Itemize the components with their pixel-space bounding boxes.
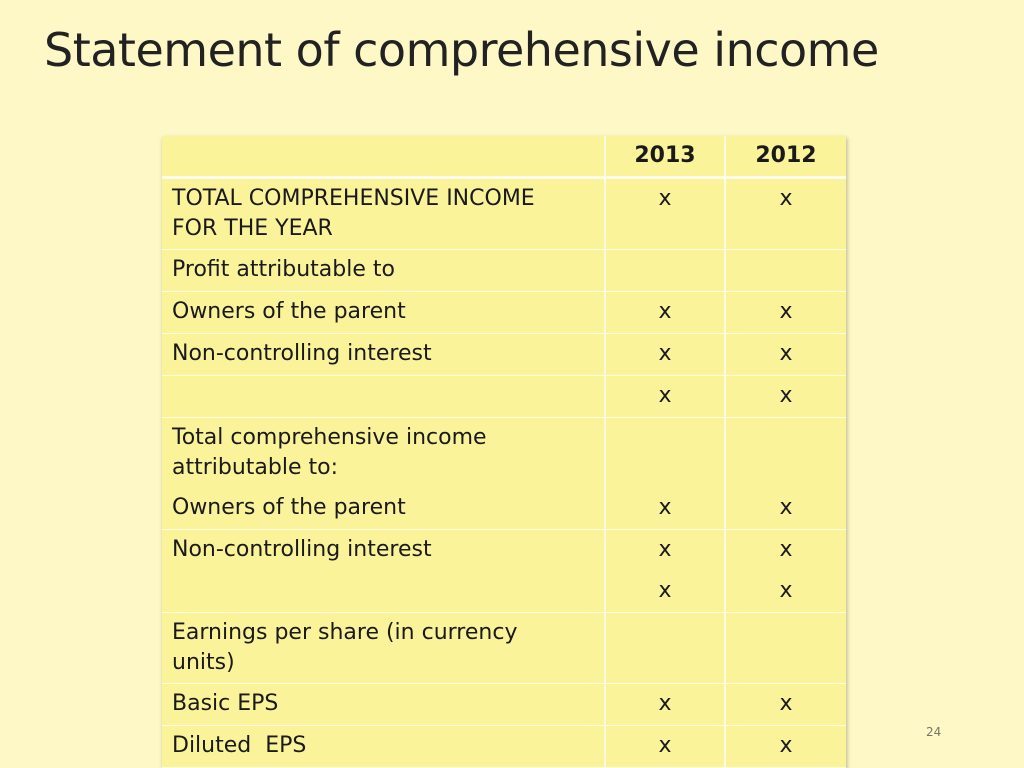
cell-2013: x (605, 334, 725, 376)
cell-2013 (605, 250, 725, 292)
table-row (162, 292, 846, 334)
cell-2013: x (605, 292, 725, 334)
row-label: Non-controlling interest (162, 530, 605, 572)
cell-2012: x (725, 376, 846, 418)
row-label (162, 418, 605, 489)
row-label (162, 376, 605, 418)
income-statement-table (162, 136, 846, 768)
page-number: 24 (926, 725, 942, 739)
cell-2013: x (605, 488, 725, 530)
row-label: Owners of the parent (162, 292, 605, 334)
cell-2013: x (605, 684, 725, 726)
cell-2012: x (725, 178, 846, 250)
table-row (162, 334, 846, 376)
table-row (162, 684, 846, 726)
cell-2012 (725, 418, 846, 489)
table-row (162, 613, 846, 684)
table-row (162, 376, 846, 418)
cell-2013: x (605, 726, 725, 768)
cell-2012: x (725, 684, 846, 726)
page-title: Statement of comprehensive income (44, 23, 879, 77)
cell-2012 (725, 613, 846, 684)
cell-2012: x (725, 488, 846, 530)
row-label: Profit attributable to (162, 250, 605, 292)
table-row (162, 726, 846, 768)
header-year-2012: 2012 (725, 136, 846, 178)
table-row (162, 530, 846, 572)
cell-2012: x (725, 571, 846, 613)
cell-2012: x (725, 726, 846, 768)
cell-2013 (605, 418, 725, 489)
row-label-text: Total comprehensive income attributable to: (172, 425, 487, 480)
cell-2013: x (605, 530, 725, 572)
cell-2012: x (725, 334, 846, 376)
table-row (162, 418, 846, 489)
row-label (162, 571, 605, 613)
row-label: Non-controlling interest (162, 334, 605, 376)
income-statement-table-container (162, 136, 846, 768)
cell-2013: x (605, 178, 725, 250)
row-label-text: TOTAL COMPREHENSIVE INCOME FOR THE YEAR (172, 186, 535, 241)
row-label (162, 613, 605, 684)
row-label: Basic EPS (162, 684, 605, 726)
table-row (162, 571, 846, 613)
table-row (162, 250, 846, 292)
cell-2012: x (725, 292, 846, 334)
cell-2013 (605, 613, 725, 684)
table-row (162, 488, 846, 530)
cell-2012: x (725, 530, 846, 572)
cell-2012 (725, 250, 846, 292)
row-label: Owners of the parent (162, 488, 605, 530)
row-label-text: Earnings per share (in currency units) (172, 620, 518, 675)
row-label: Diluted EPS (162, 726, 605, 768)
header-label-cell (162, 136, 605, 178)
cell-2013: x (605, 571, 725, 613)
header-year-2013: 2013 (605, 136, 725, 178)
table-header-row (162, 136, 846, 178)
row-label (162, 178, 605, 250)
cell-2013: x (605, 376, 725, 418)
table-row (162, 178, 846, 250)
